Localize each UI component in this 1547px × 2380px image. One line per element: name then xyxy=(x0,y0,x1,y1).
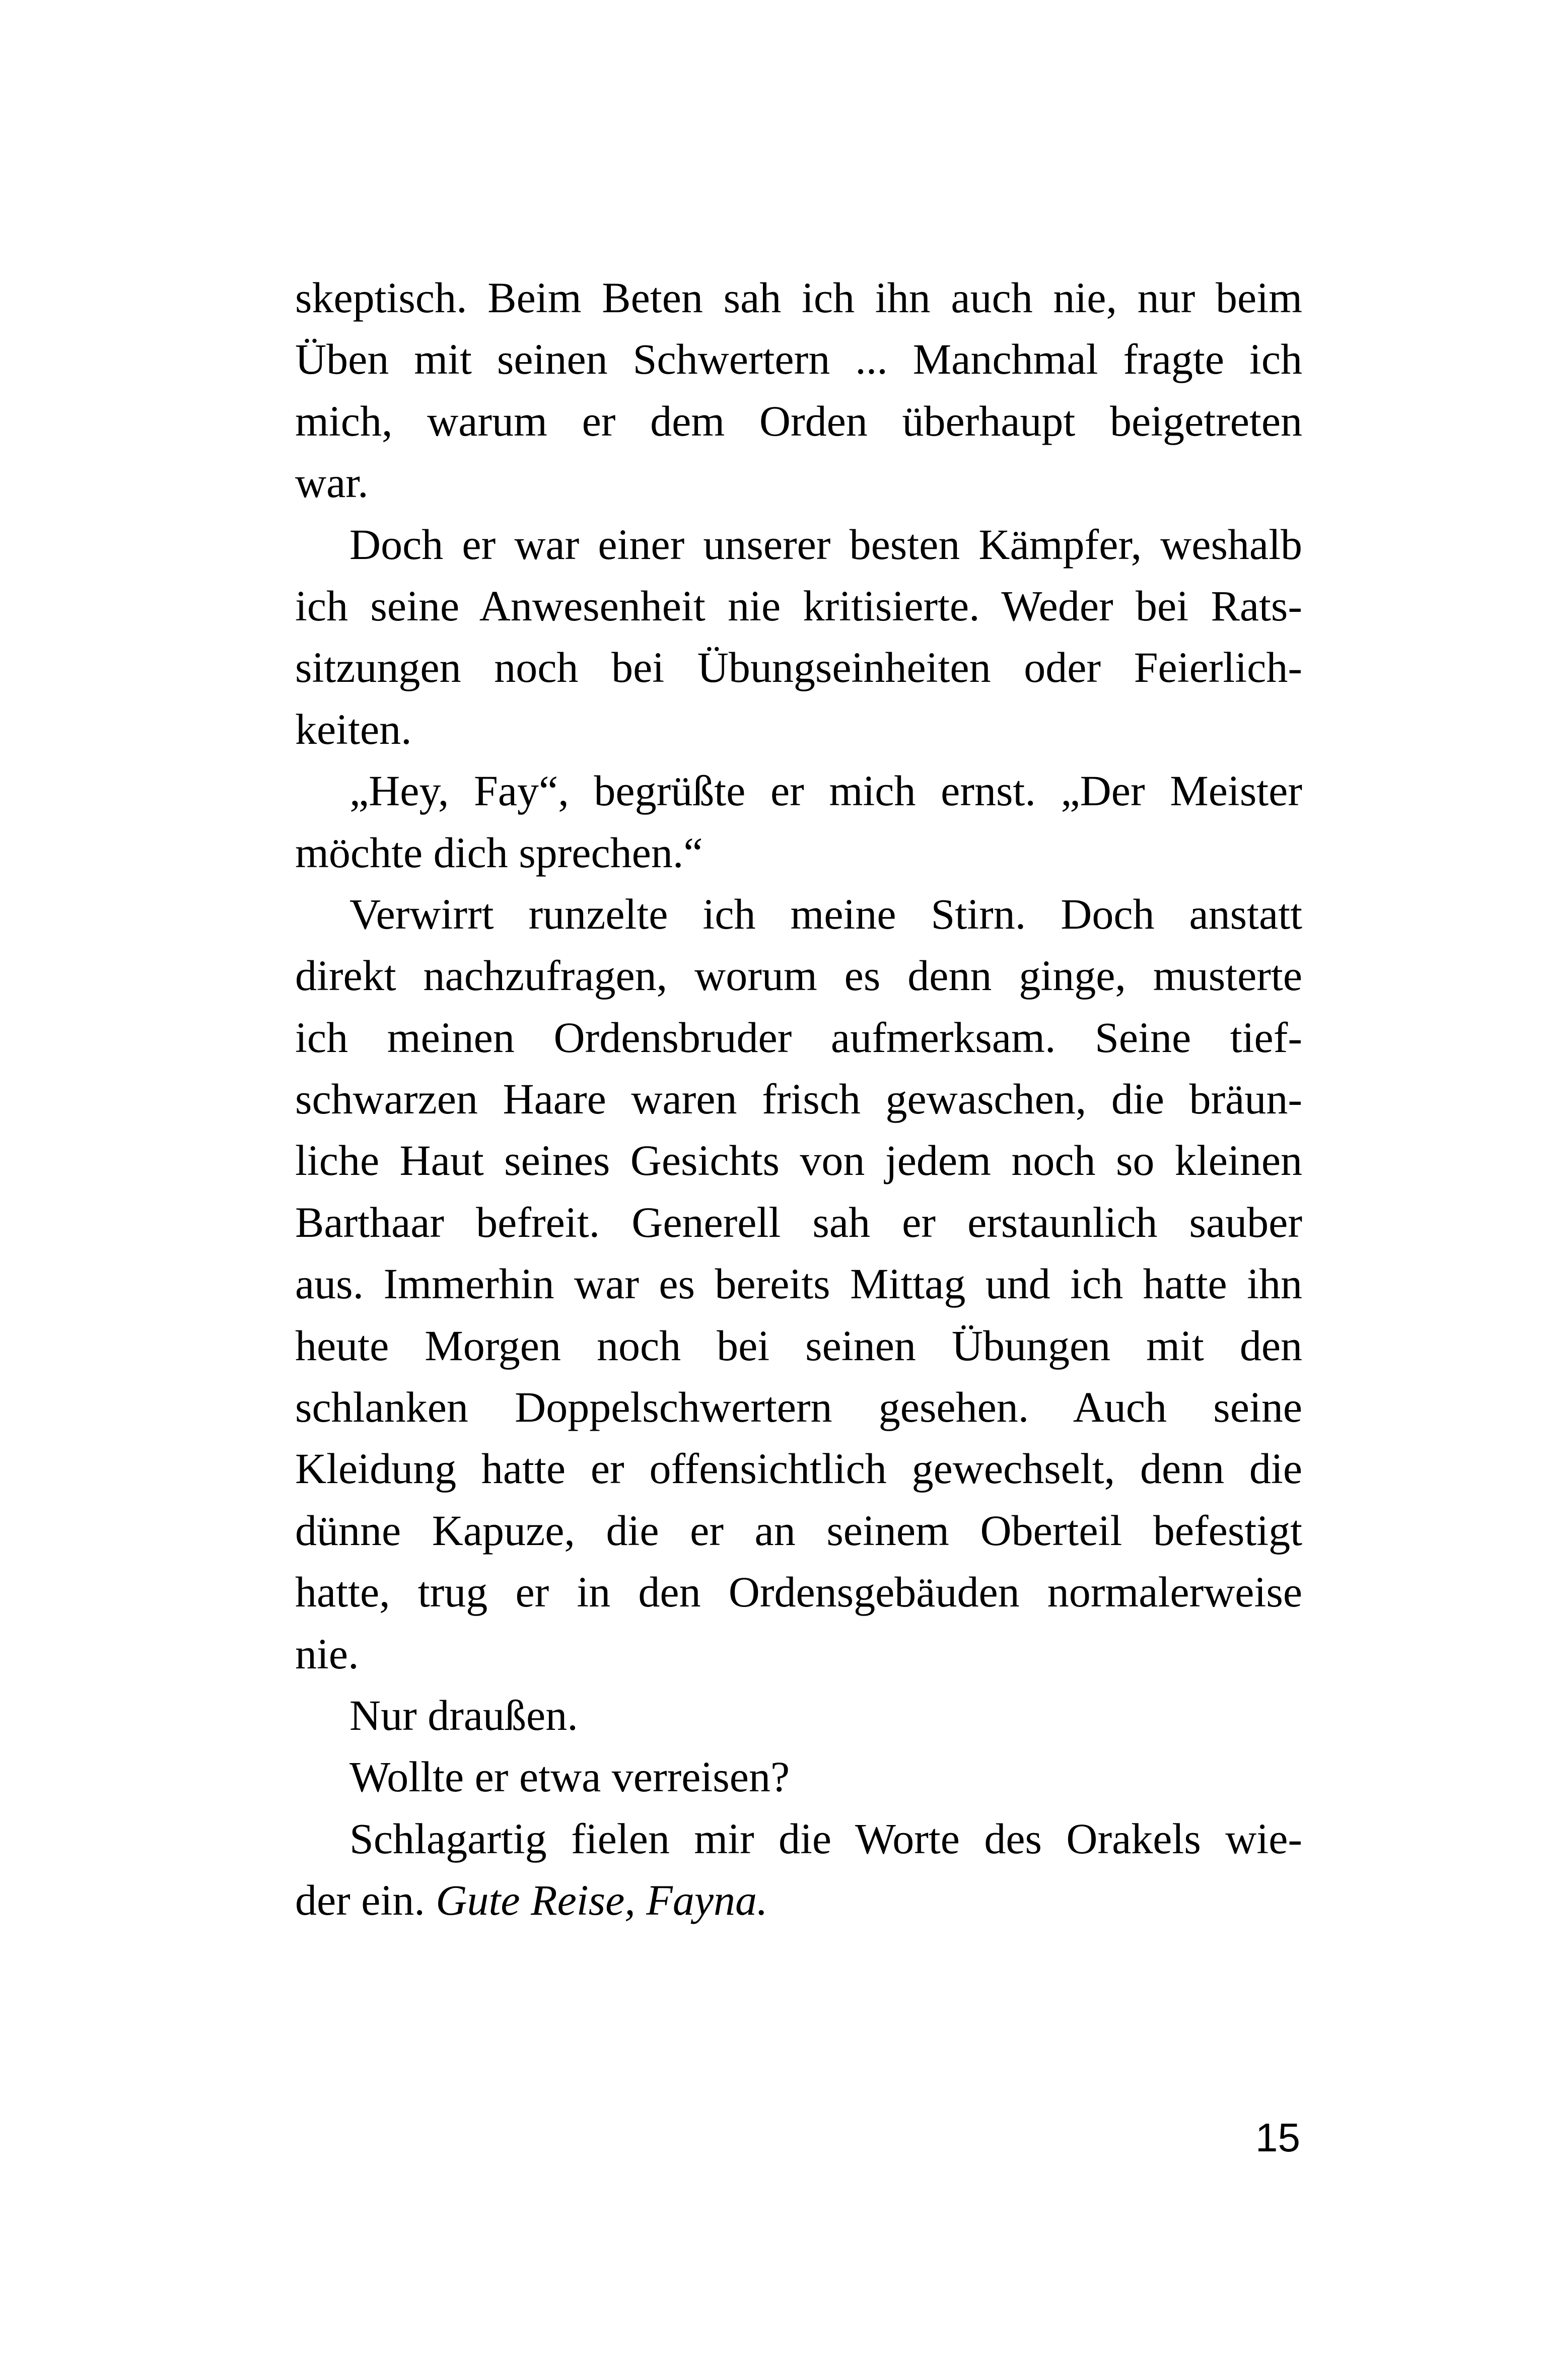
text-line: direkt nachzufragen, worum es denn ginge, musterte xyxy=(295,951,1302,1000)
text-line: aus. Immerhin war es bereits Mittag und ich hatte ihn xyxy=(295,1259,1302,1308)
text-line: schlanken Doppelschwertern gesehen. Auch seine xyxy=(295,1383,1302,1432)
text-line: ich seine Anwesenheit nie kritisierte. Weder bei Rats- xyxy=(295,581,1302,630)
text-line: war. xyxy=(295,458,369,507)
text-line xyxy=(295,1869,1302,1931)
text-line: Nur draußen. xyxy=(349,1691,578,1739)
body-text xyxy=(295,267,1302,1931)
text-line: Doch er war einer unserer besten Kämpfer, weshalb xyxy=(349,520,1302,569)
text-line: skeptisch. Beim Beten sah ich ihn auch nie, nur beim xyxy=(295,273,1302,322)
page-number: 15 xyxy=(1255,2115,1300,2160)
text-line: Kleidung hatte er offensichtlich gewechselt, denn die xyxy=(295,1444,1302,1493)
text-line: hatte, trug er in den Ordensgebäuden normalerweise xyxy=(295,1568,1302,1617)
text-line: dünne Kapuze, die er an seinem Oberteil befestigt xyxy=(295,1506,1302,1555)
text-line: Barthaar befreit. Generell sah er erstaunlich sauber xyxy=(295,1198,1302,1246)
text-line: liche Haut seines Gesichts von jedem noch so kleinen xyxy=(295,1136,1302,1185)
text-line: nie. xyxy=(295,1629,359,1678)
italic-quote: Gute Reise, Fayna. xyxy=(436,1876,768,1925)
text-line: Schlagartig fielen mir die Worte des Orakels wie- xyxy=(349,1814,1302,1863)
text-line: schwarzen Haare waren frisch gewaschen, die bräun- xyxy=(295,1075,1302,1124)
text-fragment: der ein. xyxy=(295,1876,425,1925)
text-line: Üben mit seinen Schwertern ... Manchmal fragte ich xyxy=(295,335,1302,384)
text-line: Wollte er etwa verreisen? xyxy=(349,1753,790,1801)
text-line: mich, warum er dem Orden überhaupt beigetreten xyxy=(295,396,1302,445)
text-line: keiten. xyxy=(295,705,412,753)
text-line: „Hey, Fay“, begrüßte er mich ernst. „Der Meister xyxy=(349,766,1302,815)
text-line: möchte dich sprechen.“ xyxy=(295,828,703,877)
text-line: ich meinen Ordensbruder aufmerksam. Seine tief- xyxy=(295,1013,1302,1062)
text-line: heute Morgen noch bei seinen Übungen mit den xyxy=(295,1321,1302,1370)
text-line: Verwirrt runzelte ich meine Stirn. Doch anstatt xyxy=(349,889,1302,938)
text-line: sitzungen noch bei Übungseinheiten oder Feierlich- xyxy=(295,643,1302,692)
